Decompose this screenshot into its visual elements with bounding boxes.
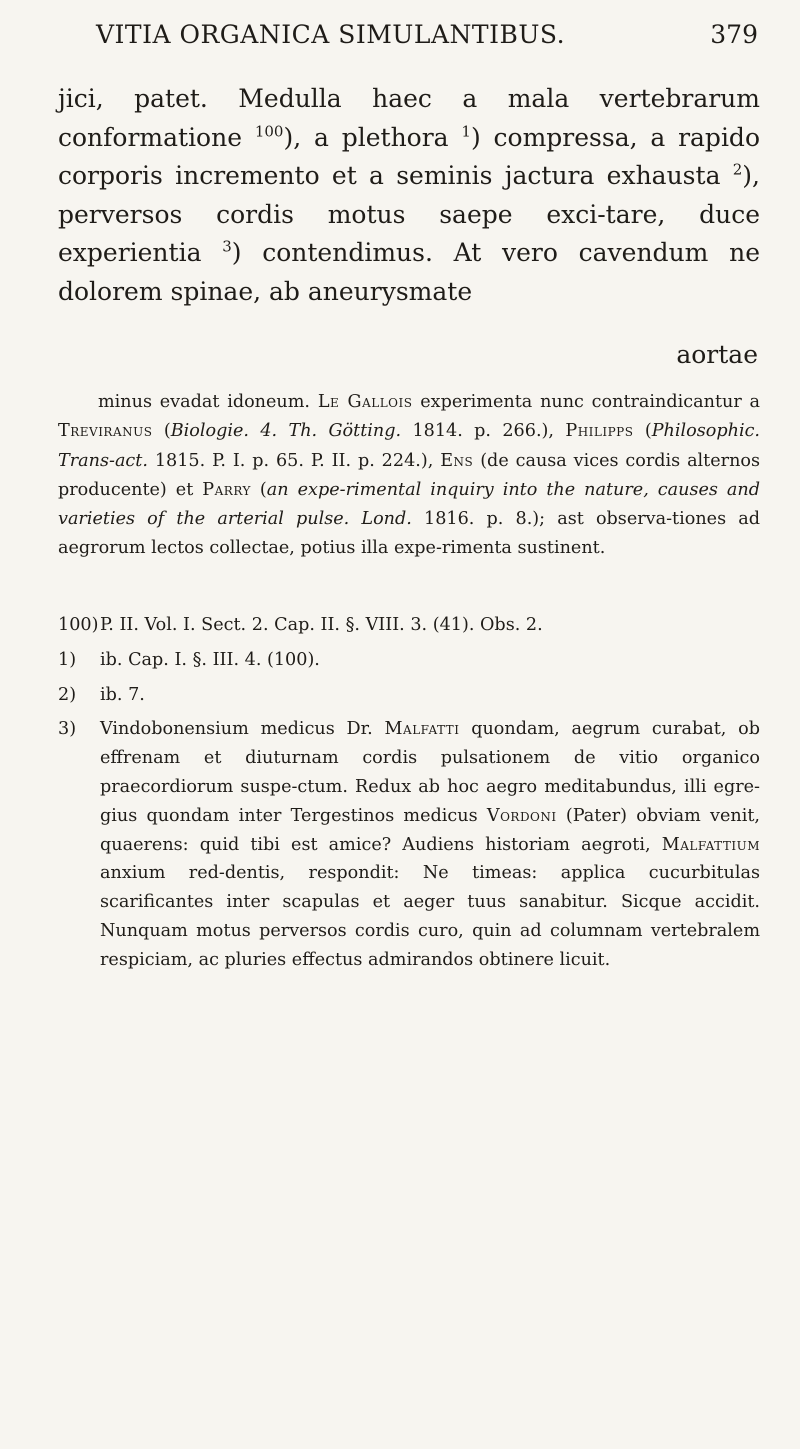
footnote-text xyxy=(100,715,760,974)
author-name: Malfattium xyxy=(661,834,761,855)
footnote xyxy=(58,681,760,710)
footnote-number: 3) xyxy=(58,719,77,740)
footnote-ref: 1 xyxy=(461,122,471,141)
author-name: Le Gallois xyxy=(317,392,413,412)
small-paragraph xyxy=(58,388,760,564)
text-run: ( xyxy=(163,421,171,442)
text-run: ( xyxy=(259,479,267,500)
main-text xyxy=(58,80,760,312)
text-run: quondam, aegrum curabat, ob effrenam et diuturnam cordis pulsationem de vitio organico praecordiorum suspe-ctum. Redux ab hoc aegro meditabundus, illi egre-gius quondam inter Tergestinos medicus xyxy=(100,719,761,826)
main-paragraph xyxy=(58,80,760,312)
citation-title: Philosophic. Trans-act. xyxy=(58,421,761,471)
text-run: ), perversos cordis motus saepe exci-tare, duce experientia xyxy=(58,161,760,268)
page-header xyxy=(96,20,758,49)
citation-title: an expe-rimental inquiry into the nature, causes and varieties of the arterial pulse. Lond. xyxy=(58,479,760,530)
author-name: Ens xyxy=(440,450,474,471)
footnote-number: 100) xyxy=(58,615,99,635)
citation-title: Biologie. 4. Th. Götting. xyxy=(170,421,402,442)
footnote-ref: 100 xyxy=(254,122,284,141)
text-run: ), a plethora xyxy=(283,122,449,152)
text-run: minus evadat idoneum. xyxy=(98,392,311,412)
author-name: Vordoni xyxy=(486,805,557,826)
author-name: Treviranus xyxy=(58,421,153,442)
text-run: ( xyxy=(644,421,652,442)
footnote xyxy=(58,715,760,974)
text-run: experimenta nunc contraindicantur a xyxy=(420,392,761,412)
footnote xyxy=(58,611,760,640)
catchword: aortae xyxy=(676,340,758,369)
text-run: (Pater) obviam venit, quaerens: quid tibi est amice? Audiens historiam aegroti, xyxy=(100,805,761,855)
author-name: Malfatti xyxy=(384,719,460,740)
footnote-number: 2) xyxy=(58,684,77,705)
text-run: 1816. p. 8.); ast observa-tiones ad aegrorum lectos collectae, potius illa expe-rimenta sustinent. xyxy=(58,509,760,559)
footnote-text: ib. Cap. I. §. III. 4. (100). xyxy=(100,649,320,670)
footnote xyxy=(58,646,760,675)
text-run: ) contendimus. At vero cavendum ne dolorem spinae, ab aneurysmate xyxy=(58,238,760,306)
text-run: Vindobonensium medicus Dr. xyxy=(100,719,373,740)
footnote-text: ib. 7. xyxy=(100,684,145,705)
text-run: 1814. p. 266.), xyxy=(412,421,554,442)
footnotes xyxy=(58,611,760,981)
text-run: anxium red-dentis, respondit: Ne timeas: applica cucurbitulas scarificantes inter scapulas et aeger tuus sanabitur. Sicque accidit. Nunquam motus perversos cordis curo, quin ad columnam vertebralem respiciam, ac pluries effectus admirandos obtinere licuit. xyxy=(100,863,760,970)
text-run: (de causa vices cordis alternos producente) et xyxy=(58,450,761,500)
text-run: jici, patet. Medulla haec a mala vertebrarum conformatione xyxy=(58,84,760,152)
text-run: 1815. P. I. p. 65. P. II. p. 224.), xyxy=(154,450,434,471)
text-run: ) compressa, a rapido corporis incremento et a seminis jactura exhausta xyxy=(58,122,760,191)
author-name: Parry xyxy=(202,479,251,500)
footnote-number: 1) xyxy=(58,649,77,670)
footnote-text: P. II. Vol. I. Sect. 2. Cap. II. §. VIII. 3. (41). Obs. 2. xyxy=(100,615,543,635)
running-head: VITIA ORGANICA SIMULANTIBUS. xyxy=(96,20,566,49)
footnote-ref: 2 xyxy=(732,160,743,179)
author-name: Philipps xyxy=(565,421,634,442)
footnote-ref: 3 xyxy=(222,238,232,257)
page-number: 379 xyxy=(710,20,758,49)
small-print-paragraph xyxy=(58,388,760,564)
